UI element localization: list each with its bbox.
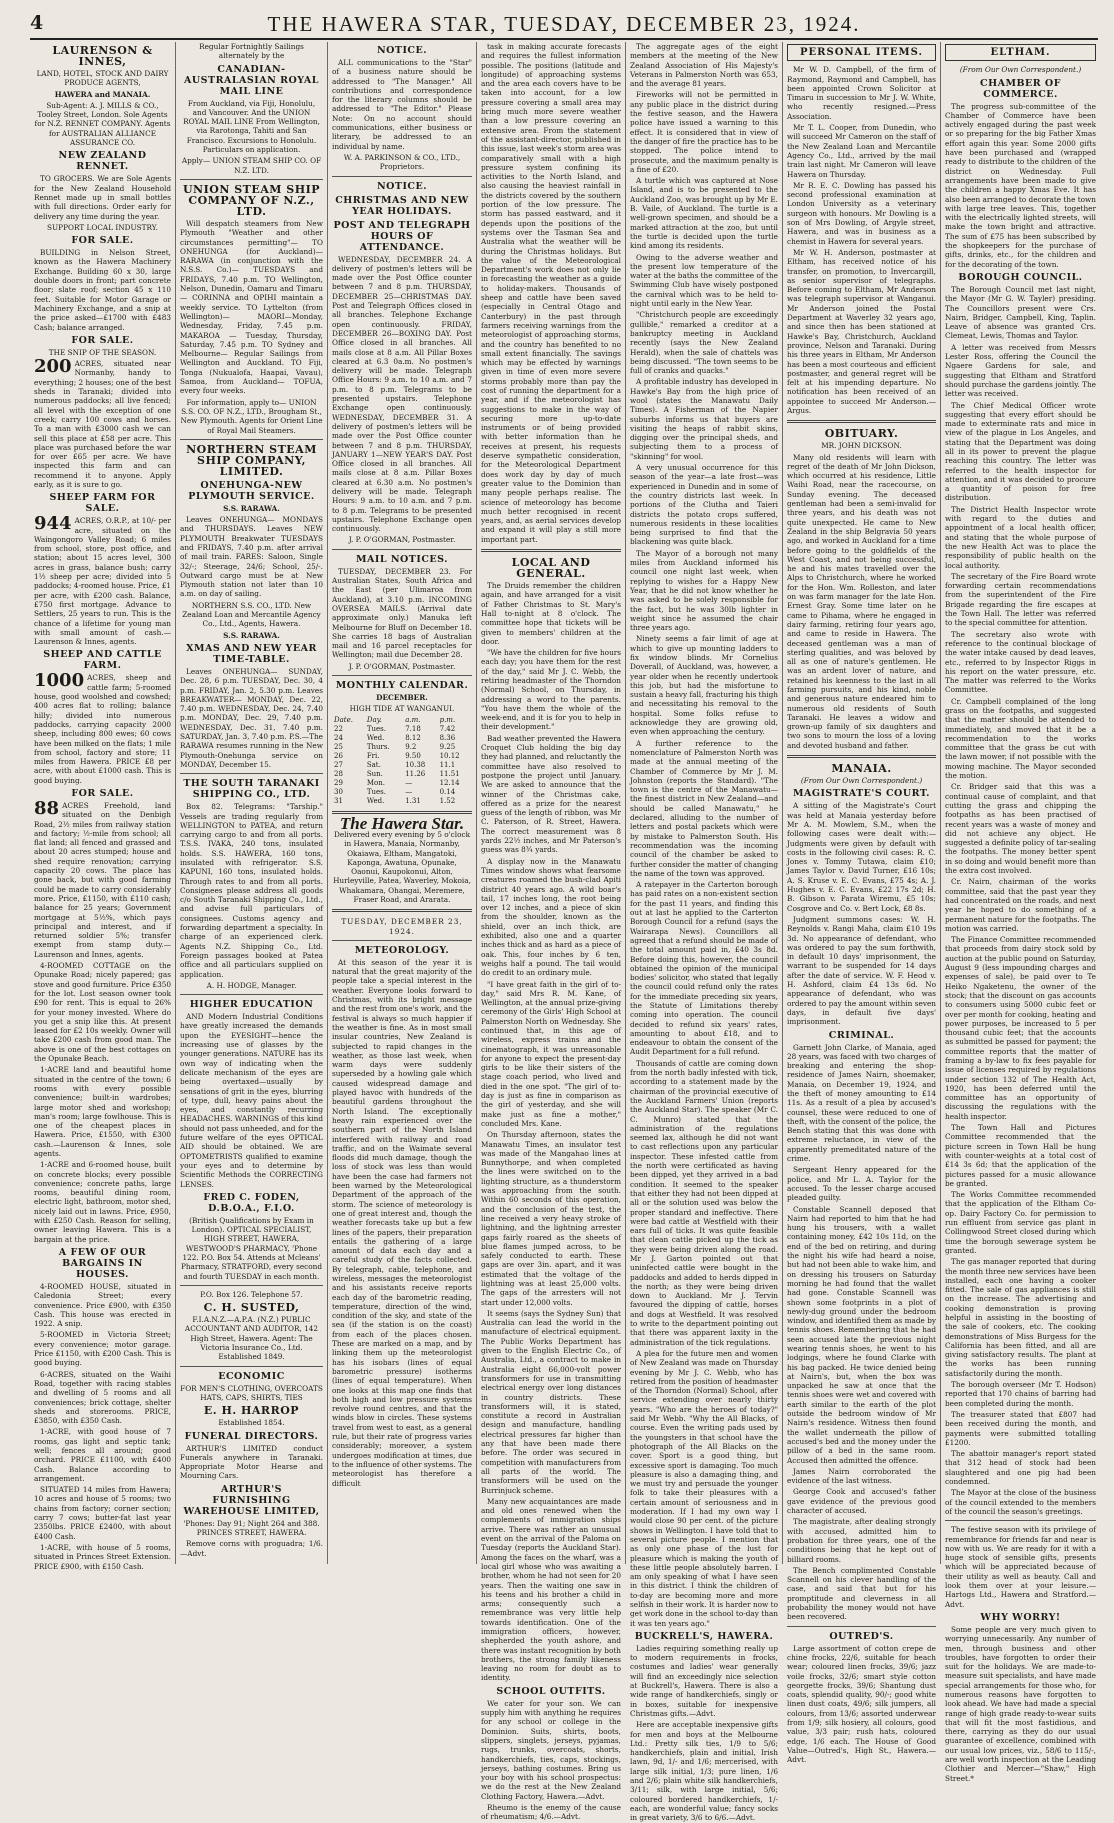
- outreds-heading: OUTRED'S.: [829, 1630, 894, 1642]
- mail-notices-text: TUESDAY, DECEMBER 23. For Australian States, South Africa and the East (per Ulimaroa from Auckland), at 3.10 p.m. INCOMING OVERSEA MAILS. (Arrival date approximate only.) Manuka left Melbourne for Bluff on December 18. She carries 18 bags of Australian mail and 16 parcel receptacles for Wellington; mail due December 28.: [332, 566, 472, 660]
- council-gas: The gas manager reported that during the month three new services have been installed, each one having a cooker fitted. The sale of gas appliances is still on the increase. The advertising and cooking demonstration is proving helpful in assisting in the boosting of the sale of cookers, etc. The cooking demonstrations of Miss Burgess for the California has been fitted, and all are giving satisfactory results. The plant at the works has been running satisfactorily during the month.: [945, 1257, 1096, 1378]
- tide-cell: 30: [334, 787, 343, 796]
- postmaster-signature-1: J. P. O'GORMAN, Postmaster.: [348, 535, 456, 545]
- tide-cell: Fri.: [366, 751, 380, 760]
- personal-cooper: Mr T. L. Cooper, from Dunedin, who will succeed Mr Cameron on the staff of the New Zealand Loan and Mercantile Agency Co., Ltd., arrived by the mail train last night. Mr Cameron will leave Hawera on Thursday.: [787, 123, 936, 179]
- listing-text: ACRES, sheep and cattle farm; 5-roomed house, good woolshed and cowshed; 400 acres flat to rolling; balance hilly; divided into numerous paddocks, carrying capacity 2000 sheep, including 800 ewes; 60 cows have been milked on the flats; 1 mile from school, factory and store; 11 miles from Hawera. PRICE £8 per acre, with about £1000 cash. This is good buying.: [34, 673, 171, 785]
- northern-agents: NORTHERN S.S. CO., LTD. New Zealand Loan and Mercantile Agency Co., Ltd., Agents, Hawera.: [182, 600, 321, 629]
- council-abattoir: The abattoir manager's report stated that 312 head of stock had been slaughtered and one pig had been condemned.: [945, 1449, 1096, 1487]
- criminal-character: George Cook and accused's father gave evidence of the previous good character of accused.: [787, 1487, 936, 1516]
- why-worry-text: Some people are very much given to worrying unnecessarily. Any number of men, through business and other troubles, have forgotten to order their suit for the holidays. We are made-to-measure suit specialists, and have made special arrangements for those who, for numerous reasons have forgotten to look ahead. We have had made a special range of high grade ready-to-wear suits that will fit the most fastidious, and there, carrying as they do our usual guarantee of excellence, combined with our usual low prices, viz., 58/6 to 115/-, are well worth inspection at the Leading Clothier and Mercer—"Shaw," High Street.*: [945, 1624, 1096, 1783]
- union-steam-schedule: Will despatch steamers from New Plymouth "Weather and other circumstances permitting"— TO ONEHUNGA (for Auckland)— RARAWA (in conjunction with the N.S.S. Co.)— TUESDAYS and FRIDAYS, 7.40 p.m. TO Wellington, Nelson, Dunedin, Oamaru and Timaru— CORINNA and OPIHI maintain a weekly service. TO Lyttelton (from Wellington)— MAORI—Monday, Wednesday, Friday, 7.45 p.m. MAKAROA — Tuesday, Thursday, Saturday, 7.45 p.m. TO Sydney and Melbourne— Regular Sailings from Wellington and Auckland. TO Fiji, Tonga (Nukualofa, Haapai, Vavau), Samoa, from Auckland— TOFUA, every four weeks.: [180, 218, 323, 396]
- tide-row: [332, 788, 472, 797]
- listing-1-acre-home: 1-ACRE land and beautiful home situated in the centre of the town; 6 rooms with every possible convenience; built-in wardrobes; large motor shed and workshop; man's room; large fowlhouse. This is one of the cheapest places in Hawera. Price, £1550, with £300 cash.—Laurenson & Innes, sole agents.: [34, 1065, 171, 1158]
- firm-subtitle: LAND, HOTEL, STOCK AND DAIRY PRODUCE AGENTS,: [36, 69, 169, 88]
- criminal-corroboration: James Nairn corroborated the evidence of the last witness.: [787, 1466, 936, 1486]
- criminal-compliment: The Bench complimented Constable Scannell on his clever handling of the case, and said that but for his promptitude and cleverness in all probability the money would not have been recovered.: [787, 1565, 936, 1622]
- bargains-heading: A FEW OF OUR BARGAINS IN HOUSES.: [58, 1246, 147, 1280]
- local-item-druids: The Druids remember the children again, and have arranged for a visit of Father Christmas to St. Mary's Hall to-night at 8 o'clock. The committee hope that tickets will be given to members' children at the door.: [481, 581, 621, 646]
- buckrells-heading: BUCKRELL'S, HAWERA.: [634, 1630, 774, 1642]
- dateline: TUESDAY, DECEMBER 23, 1924.: [341, 917, 463, 936]
- tide-row: [332, 770, 472, 779]
- for-sale-heading-3: FOR SALE.: [71, 788, 134, 799]
- listing-944-acres: [34, 513, 171, 647]
- divider: [332, 549, 472, 550]
- council-bridger: Cr. Bridger said that this was a continual cause of complaint, and that cutting the grass and chipping the footpaths as has been practised of recent years was a waste of money and did not achieve any object. He suggested a definite policy of tar-sealing the footpaths. The money better spent in so doing and would benefit more than the extra cost involved.: [945, 782, 1096, 876]
- divider: [180, 773, 323, 774]
- hodge-signature: A. H. HODGE, Manager.: [206, 980, 297, 990]
- tide-cell: 26: [334, 751, 343, 760]
- divider: [180, 439, 323, 440]
- local-item-lightning: On Thursday afternoon, states the Manawatu Times, an insulator test was made of the Mangahao lines at Bunnythorpe, and when completed the lines were switched on to the lighting structure, as a thunderstorm was approaching from the south. Within 60 seconds of this operation, and the conclusion of the test, the line received a very heavy stroke of lightning, and the lightning arrester gaps fairly roared as the sheets of blue flames jumped across, to be safely conducted to earth. These gaps are over 3in. apart, and it was estimated that the voltage of the lightning was at least 25,000 volts. The gaps of the arresters will not start under 12,000 volts.: [481, 1130, 621, 1307]
- listing-1000-acres: [34, 670, 171, 785]
- economic-heading: ECONOMIC: [218, 1370, 285, 1382]
- rarawa-schedule: Leaves ONEHUNGA— MONDAYS and THURSDAYS. Leaves NEW PLYMOUTH Breakwater TUESDAYS and FRIDAYS, 7.40 p.m. after arrival of mail train. FARES: Saloon, Single 32/-; Steerage, 24/6; School, 25/-. Outward cargo must be at New Plymouth station not later than 10 a.m. on day of sailing.: [180, 515, 323, 599]
- acre-number: 944: [34, 513, 72, 535]
- tide-cell: 9.25: [439, 742, 456, 751]
- column-2-shipping-ads: [175, 42, 327, 1564]
- sheep-cattle-heading: SHEEP AND CATTLE FARM.: [43, 649, 162, 672]
- page-number: 4: [30, 12, 44, 34]
- acre-number: 200: [34, 356, 72, 378]
- mail-line-text: From Auckland, via Fiji, Honolulu, and Vancouver. And the UNION ROYAL MAIL LINE From Wellington, via Rarotonga, Tahiti and San Francisco. Excursions to Honolulu. Particulars on application.: [183, 98, 320, 155]
- local-item-carterton: A ratepayer in the Carterton borough has paid rates on a non-existent section for the past 11 years, and finding this out at last he applied to the Carterton Borough Council for a refund (says the Wairarapa News). Councillors all agreed that a refund should be made of the total amount paid in, £40 3s 8d. Before doing this, however, the council obtained the opinion of the municipal bodies' solicitor, who stated that legally the council could refund only the rates for the immediate preceding six years, the Statute of Limitations thereby coming into operation. The council decided to refund six years' rates, amounting to about £18, and to endeavour to obtain the consent of the Audit Department for a full refund.: [630, 880, 778, 1057]
- local-item-fireworks: Fireworks will not be permitted in any public place in the district during the festive season, and the Hawera police have issued a warning to this effect. It is considered that in view of the danger of fire the practice has to be stopped. The police intend to prosecute, and the maximum penalty is a fine of £20.: [630, 90, 778, 174]
- council-rats: The Chief Medical Officer wrote suggesting that every effort should be made to exterminate rats and mice in view of the plague in Los Angeles, and stating that the Department was doing all in its power to prevent the plague reaching this country. The letter was referred to the health inspector for attention, and it was decided to procure a quantity of poison for free distribution.: [945, 400, 1096, 503]
- local-item-webb-plea: A plea for the future men and women of New Zealand was made on Thursday evening by Mr J. C. Webb, who has retired from the position of headmaster of the Thorndon (Normal) School, after service extending over nearly thirty years. "Who are the heroes of today?" said Mr Webb. "Why the All Blacks, of course. Even the writing pads used by the youngsters in that school have the photograph of the All Blacks on the cover. Sport is a good thing, but excessive sport is damaging. Too much pleasure is also a damaging thing, and we must try and persuade the younger folk to take their pleasures with a certain amount of seriousness and in moderation. If I had my own way I would close 90 per cent. of the picture shows in Wellington. I have told that to several picture people. I mention that as only one phase of the lust for pleasure which is making the youth of these little people absolutely barren. I am only speaking of what I have seen in this district. I think the children of to-day are becoming more and more selfish in their work. It is harder now to get work done in the school to-day than it was ten years ago.": [630, 1348, 778, 1628]
- council-meeting: The Borough Council met last night, the Mayor (Mr G. W. Tayler) presiding. The Councillors present were Crs. Nairn, Bridger, Campbell, King, Taplin. Leave of absence was granted Crs. Clemeat, Lewis, Thomas and Taylor.: [945, 284, 1096, 341]
- criminal-sentence: The magistrate, after dealing strongly with accused, admitted him to probation for three years, one of the conditions being that he kept out of billiard rooms.: [787, 1517, 936, 1564]
- listing-88-acres: [34, 798, 171, 959]
- divider: [481, 549, 621, 552]
- local-item-swimming: Owing to the adverse weather and the present low temperature of the water at the baths the committee of the Swimming Club have wisely postponed the carnival which was to be held to-night until early in the New Year.: [630, 252, 778, 309]
- tide-cell: Sun.: [366, 769, 383, 778]
- column-7-eltham: [940, 42, 1100, 1783]
- listing-1-acre-house: 1-ACRE and 6-roomed house, built on concrete blocks; every possible convenience; concrete paths, large rooms, beautiful dining room, electric light, bathroom, motor shed, nicely laid out in lawns. Price, £950, with £250 Cash. Reason for selling, owner leaving Hawera. This is a bargain at the price.: [34, 1160, 171, 1244]
- tide-cell: 29: [334, 778, 343, 787]
- meteorology-continued: task in making accurate forecasts and requires the fullest information possible. The positions (latitude and longitude) of approaching systems and the area each covers have to be taken into account, for a low pressure covering a small area may bring much more severe weather than a low pressure covering an extensive area. From the statement of the assistant-director, published in this issue, last week's storm area was comparatively small with a high pressure system confining its activities to the North Island, and also causing the heaviest rainfall in the districts covered by the southern portion of the low pressure. The storm has passed eastward, and it depends upon the positions of the systems over the Tasman Sea and Australia what the weather will be during the Christmas holidays. But the value of the Meteorological Department's work does not only lie in forecasting the weather as a guide to holiday-makers. Thousands of sheep and cattle have been saved (especially in Central Otago and Canterbury) in the past through farmers receiving warnings from the meteorologist of approaching storms, and the country has benefited to no small extent financially. The savings which may be effected by warnings given in time of even more severe storms probably more than pay the cost of running the department for a year, and if the meteorologist has suggestions to make in the way of securing more up-to-date instruments or of being provided with better information than he receives at present, his requests deserve sympathetic consideration, for the Meteorological Department does work day by day of much greater value to the Dominion than many people perhaps realise. The science of meteorology has become much better recognised in recent years, and, as aerial services develop and expand it will play a still more important part.: [481, 42, 621, 544]
- parkinson-signature: W. A. PARKINSON & CO., LTD., Proprietors.: [343, 152, 461, 172]
- higher-education-heading: HIGHER EDUCATION: [189, 999, 314, 1011]
- tide-row: [332, 752, 472, 761]
- tide-cell: Mon.: [366, 778, 385, 787]
- local-item-christchurch: "Christchurch people are exceedingly gullible," remarked a creditor at a bankruptcy meeting in Auckland recently (says the New Zealand Herald), when the sale of chattels was being discussed. "The town seems to be full of cranks and quacks.": [630, 310, 778, 376]
- outreds-text: Large assortment of cotton crepe de chine frocks, 22/6, suitable for beach wear; coloured linen frocks, 39/6; jazz voile frocks, 32/6; smart style cotton georgette frocks, 39/6; Shantung dust coats, splendid quality, 90/-; good white linen dust coats, 49/6; silk jumpers, all colours, from 13/6; assorted underwear from 1/9; silk hosiery, all colours, good value, 3/3 pair; rush hats, coloured edge, 1/6 each. The House of Good Value—Outred's, High St., Hawera.—Advt.: [787, 1643, 936, 1765]
- tide-row: [332, 725, 472, 734]
- school-outfits-text: We cater for your son. We can supply him with anything he requires for any school or college in the Dominion. Suits, shirts, boots, slippers, singlets, jerseys, pyjamas, rugs, trunks, overcoats, shorts, handkerchiefs, ties, caps, stockings, jerseys, bathing costumes. Bring us your boy with his school prospectus: we do the rest at the New Zealand Clothing Factory, Hawera.—Advt.: [481, 1698, 621, 1801]
- meteorology-text: At this season of the year it is natural that the great majority of the people take a special interest in the weather. Everyone looks forward to Christmas, with its bright message and the rest from one's work, and the festival is always so much happier if the weather is fine. As in most small insular countries, New Zealand is subjected to rapid changes in the weather, as those last week, when warm days were suddenly superseded by a howling gale which caused widespread damage and played havoc with hundreds of the beautiful gardens throughout the North Island. The exceptionally heavy rain experienced over the southern part of the North Island interfered with railway and road traffic, and on the Waimate several floods did much damage, though the loss of stock was less than would have been the case had farmers not been warned by the Meteorological Department of the approach of the storm. The science of meteorology is one of great interest and, though the weather forecasts take up but a few lines of the papers, their preparation entails the gathering of a large amount of data each day and a careful study of the facts collected. By telegraph, cable, telephone, and wireless, messages the meteorologist and his assistants receive reports each day of the barometric reading, temperature, direction of the wind, condition of the sky, and state of the sea (if the station is on the coast) from each of the places chosen. These are marked on a map, and by linking them up the meteorologist has his isobars (lines of equal barometric pressure) isotherms (lines of equal temperature). When one looks at this map one finds that both high and low pressure systems revolve round centres, and that the winds blow in circles. These systems travel from west to east, as a general rule, but their rate of progress varies considerably; moreover, a system undergoes modification at times, due to the influence of other systems. The meteorologist has therefore a difficult: [332, 957, 472, 1488]
- post-hours-text: WEDNESDAY, DECEMBER 24. A delivery of postmen's letters will be made over the Post Office counter between 7 and 8 p.m. THURSDAY, DECEMBER 25—CHRISTMAS DAY. Post and Telegraph Offices closed in all branches. Telephone Exchange open continuously. FRIDAY, DECEMBER 26—BOXING DAY. Post Office closed in all branches. All mails close at 8 a.m. All Pillar Boxes cleared at 6.3 0a.m. No postmen's delivery will be made. Telegraph Office Hours: 9 a.m. to 10 a.m. and 7 p.m. to 8 p.m. Telegrams to be presented upstairs. Telephone Exchange open continuously. WEDNESDAY, DECEMBER 31. A delivery of postmen's letters will be made over the Post Office counter between 7 and 8 p.m. THURSDAY, JANUARY 1—NEW YEAR'S DAY. Post Office closed in all branches. All mails close at 8 a.m. Pillar Boxes cleared at 6.30 a.m. No postmen's delivery will be made. Telegraph Hours: 9 a.m. to 10 a.m. and 7 p.m. to 8 p.m. Telegrams to be presented upstairs. Telephone Exchange open continuously.: [332, 254, 472, 534]
- pobox-telephone: P.O. Box 126. Telephone 57.: [200, 1289, 303, 1299]
- personal-anderson: Mr W. H. Anderson, postmaster at Eltham, has received notice of his transfer, on promotion, to Invercargill, as senior supervisor of telegraphs. Before coming to Eltham, Mr Anderson was telegraph supervisor at Wanganui. Mr Anderson joined the Postal Department at Waverley 32 years ago, and since then has been stationed at Hawke's Bay, Christchurch, Auckland province, Nelson and Taranaki. During his three years in Eltham, Mr Anderson has been a most courteous and efficient postmaster, and general regret will be felt at his impending departure. No notification has been received of an appointee to succeed Mr Anderson.—Argus.: [787, 247, 936, 415]
- tide-header-row: [332, 716, 472, 725]
- holidays-heading: CHRISTMAS AND NEW YEAR HOLIDAYS.: [335, 194, 469, 217]
- tide-cell: 1.52: [439, 796, 456, 805]
- canadian-line-heading: CANADIAN-AUSTRALASIAN ROYAL MAIL LINE: [184, 63, 319, 97]
- arthurs-details: 'Phones: Day 91; Night 264 and 388. PRINCES STREET, HAWERA.: [183, 1518, 320, 1538]
- local-item-mayor: The Mayor of a borough not many miles from Auckland informed his council one night last week, when replying to wishes for a Happy New Year, that he did not know whether he was asked to be solely responsible for the fact, but he was 30lb lighter in weight since he assumed the chair three years ago.: [630, 548, 778, 633]
- rennet-text: TO GROCERS. We are Sole Agents for the New Zealand Household Rennet made up in small bottles with full directions. Order early for delivery any time during the year.: [34, 174, 171, 221]
- sailings-text: Regular Fortnightly Sailings alternately by the: [199, 42, 304, 61]
- tide-cell: Tues.: [366, 724, 386, 733]
- notice-heading-2: NOTICE.: [376, 180, 428, 192]
- tide-cell: 27: [334, 760, 343, 769]
- local-item-immigrants: Many new acquaintances are made and old ones renewed when the complements of immigration ships arrive. There was rather an unusual event on the arrival of the Paloma on Tuesday (reports the Auckland Star). Among the faces on the wharf, was a local girl whose who was awaiting a brother, whom he had not seen for 20 years. Then the waiting one saw in his teens and his brother a child in arms; consequently such a remembrance was very little help towards identification. One of the immigration officers, however, shepherded the youth ashore, and there was instant recognition by both brothers, the strong family likeness leaving no room for doubt as to identity.: [481, 1496, 621, 1683]
- chamber-heading: CHAMBER OF COMMERCE.: [980, 77, 1061, 100]
- council-treasurer: The treasurer stated that £807 had been received during the month, and payments were submitted totalling £1200.: [945, 1409, 1096, 1447]
- for-sale-heading-2: FOR SALE.: [71, 334, 134, 346]
- tide-cell: 10.12: [439, 751, 460, 760]
- tide-cell: 7.42: [439, 724, 456, 733]
- meteorology-heading: METEOROLOGY.: [354, 944, 450, 956]
- school-outfits-heading: SCHOOL OUTFITS.: [496, 1685, 606, 1697]
- listing-200-acres: [34, 356, 171, 489]
- divider: [180, 1285, 323, 1286]
- local-item-webb: "We have the children for five hours each day; you have them for the rest of the day," said Mr J. C. Webb, the retiring headmaster of the Thorndon (Normal) School, on Thursday, in addressing a word to the parents. "You have them the whole of the week-end, and it is for you to help in their development.": [481, 648, 621, 732]
- tide-cell: 10.38: [405, 760, 426, 769]
- south-taranaki-heading: THE SOUTH TARANAKI SHIPPING CO., LTD.: [183, 778, 320, 801]
- divider: [332, 176, 472, 177]
- masthead: [30, 12, 1098, 40]
- apply-text: Apply— UNION STEAM SHIP CO. OF N.Z. LTD.: [181, 156, 322, 175]
- listing-princes-street: 1-ACRE, with house of 5 rooms, situated in Princes Street Extension. PRICE £900, with £150 Cash.: [34, 1542, 171, 1571]
- tide-cell: 25: [334, 742, 343, 751]
- tide-heading: HIGH TIDE AT WANGANUI.: [349, 704, 455, 714]
- south-taranaki-text: Box 82. Telegrams: "Tarship." Vessels are trading regularly from WELLINGTON to PATEA, and return carrying cargo to and from all ports. T.S.S. IVAKA, 240 tons, insulated holds. S.S. HAWERA, 160 tons, insulated with refrigerator. S.S. KAPUNI, 160 tons, insulated holds. Through rates to and from all ports. Consignees please address all goods c/o South Taranaki Shipping Co., Ltd., and advise full particulars of consignees. Customs agency and forwarding department a specialty. In charge of an experienced clerk. Agents N.Z. Shipping Co., Ltd. Foreign passages booked at Patea office and all particulars supplied on application.: [180, 802, 323, 979]
- tide-cell: 11.1: [439, 760, 456, 769]
- tide-row: [332, 779, 472, 788]
- local-item-veterans: The aggregate ages of the eight members at the meeting of the New Zealand Association of His Majesty's Veterans in Palmerston North was 653, and the average 81 years.: [630, 42, 778, 89]
- tide-cell: 9.2: [405, 742, 417, 751]
- tide-row: [332, 797, 472, 806]
- firm-agency-text: Sub-Agent: A. J. MILLS & CO., Tooley Street, London. Sole Agents for N.Z. RENNET COMPANY. Agents for AUSTRALIAN ALLIANCE ASSURANCE CO.: [34, 100, 171, 148]
- column-5-local-general-cont: [625, 42, 782, 1823]
- council-health-inspector: The District Health Inspector wrote with regard to the duties and appointment of a local health officer, and stating that the whole purpose of the new Health Act was to place the responsibility of public health on the local authority.: [945, 504, 1096, 570]
- calendar-month: DECEMBER.: [376, 693, 428, 703]
- divider: [787, 420, 936, 423]
- divider: [787, 755, 936, 758]
- divider: [180, 179, 323, 180]
- tide-cell: 9.50: [405, 751, 421, 760]
- union-steam-heading: UNION STEAM SHIP COMPANY OF N.Z., LTD.: [182, 182, 321, 218]
- obituary-heading: OBITUARY.: [824, 427, 899, 441]
- council-works: The Works Committee recommended that the application of the Eltham Co-op. Dairy Factory Co. for permission to run effluent from service gas plant in Collingwood Street closed during which time the borough sewerage system be granted.: [945, 1190, 1096, 1255]
- notice-text-1: ALL communications to the "Star" of a business nature should be addressed to "The Manager." All contributions and correspondence for the literary columns should be addressed to "The Editor." Please Note: On no account should communications, either business or literary, be addressed to an individual by name.: [332, 58, 472, 151]
- tide-row: [332, 761, 472, 770]
- local-item-frost: A very unusual occurrence for this season of the year—a late frost—was experienced in Dunedin and in some of the country districts last week. In portions of the Clutha and Taieri districts the potato crops suffered, numerous residents in these localities being surprised to find that the blackening was quite black.: [630, 463, 778, 547]
- harrop-established: Established 1854.: [218, 1418, 285, 1428]
- eltham-heading: ELTHAM.: [945, 44, 1096, 61]
- ship-rarawa-2: S.S. RARAWA.: [223, 630, 280, 640]
- tide-cell: Thurs.: [366, 742, 390, 751]
- tide-table: [332, 716, 472, 806]
- tide-cell: 22: [334, 724, 343, 733]
- funeral-text: ARTHUR'S LIMITED conduct Funerals anywhere in Taranaki. Appropriate Motor Hearse and Mourning Cars.: [180, 1443, 323, 1481]
- sustead-name: C. H. SUSTED,: [203, 1301, 300, 1315]
- local-item-tick: Thousands of cattle are coming down from the north badly infested with tick, according to a statement made by the chairman of the provincial executive of the Auckland Farmers' Union (reports the Auckland Star). The speaker (Mr C. C. Munro) stated that the administration of the regulations seemed lax, although he did not want to cast reflections upon any particular inspector. These infested cattle from the north were certificated as having been dipped, yet they arrived in a bad condition. It seemed to the speaker that either they had not been dipped at all or the solution used was below the proper standard and ineffective. There were bad cattle at Westfield with their ears full of ticks. It was quite feasible that clean cattle picked up the tick as they were being driven along the road. Mr J. Garton pointed out that uninfected cattle were bought in the paddocks and added to herds dipped in the north; as they were being driven down to Auckland. Mr J. Tervin favoured the dipping of cattle, horses and dogs at Westfield. It was resolved to write to the department pointing out that there was apparent laxity in the administration of the tick regulations.: [630, 1058, 778, 1347]
- local-item-transformers: It seems (says the Sydney Sun) that Australia can lead the world in the manufacture of electrical equipment. The Public Works Department has given to the English Electric Co., of Australia, Ltd., a contract to make in Australia eight 66,000-volt power transformers for use in transmitting electrical energy over long distances in country districts. These transformers will, it is stated, constitute a record in Australian design and manufacture, handling electrical pressures far higher than any that have been made there before. The order was secured in competition with manufacturers from all parts of the world. The transformers will be used on the Burrinjuck scheme.: [481, 1308, 621, 1495]
- council-fire-board: The secretary of the Fire Board wrote forwarding certain recommendations from the superintendent of the Fire Brigade regarding the fire escapes at the Town Hall. The letter was referred to the special committee for attention.: [945, 571, 1096, 628]
- tide-col-header: Date.: [334, 715, 353, 724]
- local-item-boar: A display now in the Manawatu Times window shows what fearsome creatures roamed the bush-clad Apiti district 40 years ago. A wild boar's tail, 17 inches long, the root being over 12 inches, and a piece of skin from the shoulder, known as the shield, over an inch thick, are exhibited, also one and a quarter inches thick and as hard as a piece of oak. This, four inches by 6 ten, weighs half a pound. The tail would do credit to an ordinary mule.: [481, 856, 621, 978]
- local-item-turtle: A turtle which was captured at Nose Island, and is to be presented to the Auckland Zoo, was brought up by Mr E. B. Vaile, of Auckland. The turtle is a well-grown specimen, and should be a marked attraction at the zoo, but until the turtle is decided upon the turtle kind among its residents.: [630, 176, 778, 251]
- listing-7-rooms: 1-ACRE, with good house of 7 rooms, gas light and septic tank; well; fences all around; good orchard. PRICE £1100, with £400 Cash. Balance according to arrangement.: [34, 1427, 171, 1483]
- divider: [332, 940, 472, 941]
- council-nairn: Cr. Nairn, chairman of the works committee, said that the past year they had concentrated on the roads, and next year he hoped to do something of a permanent nature for the footpaths. The motion was carried.: [945, 877, 1096, 933]
- tide-col-header: a.m.: [405, 715, 421, 724]
- manaia-correspondent: (From Our Own Correspondent.): [800, 776, 923, 786]
- criminal-evidence: Constable Scannell deposed that Nairn had reported to him that he had hung his trousers, with a wallet containing money, £42 10s 11d, on the end of the bed on retiring, and during the night his wife had heard a noise, but had not been able to wake him, and on dressing his trousers on Saturday morning he had found that the wallet had gone. Constable Scannell was shown some footprints in a plot of newly-dug ground under the bedroom window, and identified them as made by tennis shoes. Remembering that he had seen accused late the previous night wearing tennis shoes, he went to his lodgings, where he found Clarke with his bag packed. He twice denied being at Nairn's, but, when the box was unpacked he saw at once that the tennis shoes were wet and covered with earth similar to the earth of the plot outside the bedroom window of Mr Nairn's residence. Witness then found the wallet underneath the pillow of accused's bed and the money under the pillow of a bed in the same room. Accused then admitted the offence.: [787, 1204, 936, 1465]
- personal-dowling: Mr R. E. C. Dowling has passed his second professional examination at London University as a veterinary surgeon with honours. Mr Dowling is a son of Mrs Dowling, of Argyle street, Hawera, and was in business as a chemist in Hawera for several years.: [787, 180, 936, 246]
- obituary-subject: MR. JOHN DICKSON.: [821, 441, 902, 451]
- tide-cell: 1.31: [405, 796, 421, 805]
- listing-caledonia: 4-ROOMED HOUSE, situated in Caledonia Street; every convenience. Price £900, with £350 Cash. This house was erected in 1922. A snip.: [34, 1281, 171, 1329]
- support-local-heading: SUPPORT LOCAL INDUSTRY.: [47, 222, 158, 232]
- northern-steam-heading: NORTHERN STEAM SHIP COMPANY, LIMITED.: [186, 442, 317, 478]
- council-town-hall: The Town Hall and Pictures Committee recommended that the picture screen in Town Hall be hung with counter-weights at a total cost of £14 3s 6d; that the application of the pictures passed for a music allowance be granted.: [945, 1123, 1096, 1188]
- tide-row: [332, 743, 472, 752]
- firm-place: HAWERA and MANAIA.: [54, 89, 151, 99]
- post-telegraph-heading: POST AND TELEGRAPH HOURS OF ATTENDANCE.: [333, 219, 471, 253]
- arthurs-name: ARTHUR'S FURNISHING WAREHOUSE LIMITED,: [183, 1483, 320, 1517]
- corns-advert: Remove corns with proguadra; 1/6.—Advt.: [180, 1539, 323, 1558]
- tide-cell: 12.14: [439, 778, 460, 787]
- listing-building: BUILDING in Nelson Street, known as the Hawera Machinery Exchange. Building 60 x 30, large double doors in front; part concrete floor; slate roof; section 45 x 110 feet. Suitable for Motor Garage or Machinery Exchange, and a snip at the price asked—£1700 with £483 Cash; balance arranged.: [34, 248, 171, 332]
- rheumo-advert: Rheumo is the enemy of the cause of rheumatism; 4/6.—Advt.: [481, 1803, 621, 1822]
- calendar-heading: MONTHLY CALENDAR.: [335, 680, 469, 692]
- listing-cottage: 4-ROOMED COTTAGE on the Opunake Road; nicely papered; gas stove and good furniture. Price £350 for the lot. Lost season owner took £90 for rent. This is equal to 26% for your money invested. Where do you get a snip like this. At present leased for £2 10s weekly. Owner will take £200 cash from good man. The above is one of the best cottages on the Opunake Beach.: [34, 961, 171, 1064]
- tide-cell: 31: [334, 796, 343, 805]
- column-6-personal-manaia: [782, 42, 940, 1765]
- melbourne-advert: Here are acceptable inexpensive gifts for men and boys at the Melbourne Ltd.: Pretty silk ties, 1/9 to 5/6; handkerchiefs, plain and initial, Irish lawn, 9d, 1/- and 1/6; mercerised, with large silk initial, 1/3; pure linen, 1/6 and 2/6; plain white silk handkerchiefs, 3/11; silk, with large initial, 5/6; coloured bordered handkerchiefs, 1/- each, are wonderful value; fancy socks in great variety, 3/6 to 6/6.—Advt.: [630, 1720, 778, 1823]
- optometrist-text: AND Modern Industrial Conditions have greatly increased the demands upon the EYESIGHT—hence the increasing use of glasses by the younger generations. NATURE has its own way of indicating when the delicate mechanism of the eyes are being overtaxed—usually by sensations of grit in the eyes, blurring of type, dull, heavy pains about the eyes, and constantly recurring HEADACHES. WARNINGS of this kind should not pass unheeded, and for the future welfare of the eyes OPTICAL AID should be obtained. We are OPTOMETRISTS qualified to examine your eyes and to determine by Scientific Methods the CORRECTING LENSES.: [180, 1012, 323, 1189]
- obituary-text: Many old residents will learn with regret of the death of Mr John Dickson, which occurred at his residence, Little Waihi Road, near the racecourse, on Sunday evening. The deceased gentleman had been a semi-invalid for three years, and his death was not quite unexpected. He came to New Zealand in the ship Belgravia 50 years ago, and worked in Auckland for a time before going to the goldfields of the West Coast, and not being successful, he and his mates travelled over the Alps to Christchurch, where he worked for the Hon. Wm. Rolleston, and later on was farm manager for the late Hon. Ernest Gray. Some time later on he came to Pihama, where he engaged in dairy farming, retiring four years ago, and came to reside in Hawera. The deceased gentleman was a man of sterling qualities, and was beloved by all as one of nature's gentlemen. He was an ardent lover of nature, and retained his keenness to the last in all farming pursuits, and his kind, noble and generous nature endeared him to numerous old residents of South Taranaki. He leaves a widow and grown-up family of six daughters and two sons to mourn the loss of a loving and devoted husband and father.: [787, 452, 936, 750]
- local-general-heading: LOCAL AND GENERAL.: [511, 556, 591, 581]
- hartogs-advert: The festive season with its privilege of remembrance for friends far and near is now with us. We are ready for it with a huge stock of sensible gifts, presents which will be appreciated because of their utility as well as beauty. Call and look them over at your leisure.—Hartogs Ltd., Hawera and Stratford.—Advt.: [945, 1525, 1096, 1609]
- foden-name: FRED C. FODEN, D.B.O.A., F.I.O.: [203, 1191, 300, 1214]
- listing-victoria: 5-ROOMED in Victoria Street; every convenience; motor garage. Price £1150, with £200 Cash. This is good buying.: [34, 1330, 171, 1368]
- tide-cell: 11.51: [439, 769, 460, 778]
- council-grass: Cr. Campbell complained of the long grass on the footpaths, and suggested that the matter should be attended to immediately, and moved that it be a recommendation to the works committee that the grass be cut with the lawn mower, if not possible with the mowing machine. The Mayor seconded the motion.: [945, 696, 1096, 781]
- column-3-notices: [327, 42, 476, 1564]
- economic-text: FOR MEN'S CLOTHING, OVERCOATS HATS, CAPS, SHIRTS, TIES: [180, 1383, 323, 1402]
- delivery-text: Delivered every evening by 5 o'clock in Hawera, Manaia, Normanby, Okaiawa, Eltham, Mangatoki, Kaponga, Awatuna, Opunake, Oaonui, Kaupokonui, Alton, Hurleyville, Patea, Waverley, Mokoia, Whakamara, Ohangai, Meremere, Fraser Road, and Ararata.: [333, 829, 471, 904]
- magistrates-court-heading: MAGISTRATE'S COURT.: [792, 788, 930, 800]
- council-gardens: A letter was received from Messrs Lester Ross, offering the Council the Ngaere Gardens for sale, and suggesting that Eltham and Stratford should purchase the gardens jointly. The letter was received.: [945, 342, 1096, 399]
- council-greetings: The Mayor at the close of the business of the council extended to the members of the council the season's greetings.: [945, 1488, 1096, 1516]
- personal-items-heading: PERSONAL ITEMS.: [787, 44, 936, 61]
- masthead-title: THE HAWERA STAR, TUESDAY, DECEMBER 23, 1924.: [267, 12, 861, 36]
- union-steam-info: For information, apply to— UNION S.S. CO. OF N.Z., LTD., Brougham St., New Plymouth. Agents for Orient Line of Royal Mail Steamers.: [180, 397, 323, 435]
- criminal-heading: CRIMINAL.: [828, 1029, 895, 1041]
- tide-cell: Wed.: [366, 733, 385, 742]
- listing-text: ACRES, O.R.P., at 10/- per acre, situated on the Waingongoro Valley Road; 6 miles from school, store, post office, and station; about 15 acres level, 300 acres in grass, balance bush; carry 1½ sheep per acre; divided into 5 paddocks; 4-roomed house. Price, £1 per acre, with £200 cash. Balance, £750 first mortgage. Advance to Settlers, 25 years to run. This is the chance of a lifetime for young man with small amount of cash.—Laurenson & Innes, agents.: [34, 516, 171, 647]
- divider: [180, 994, 323, 995]
- sustead-details: F.I.A.N.Z.—A.P.A. (N.Z.) PUBLIC ACCOUNTANT AND AUDITOR, 142 High Street, Hawera. Agent: The Victoria Insurance Co., Ltd. Established 1849.: [184, 1315, 319, 1362]
- why-worry-heading: WHY WORRY!: [980, 1611, 1061, 1623]
- listing-text: ACRES, situated near Normanby, handy to everything; 2 houses; one of the best sheds in Taranaki; divided into numerous paddocks; all live fenced; all level with the exception of one creek; carry 100 cows and horses. To a man with £3000 cash we can sell this place at £58 per acre. This place was purchased before the war for over £65 per acre. We have inspected this farm and can recommend it to anyone. Apply early, as it is sure to go.: [34, 359, 171, 489]
- ship-rarawa-1: S.S. RARAWA.: [223, 503, 280, 513]
- tide-cell: —: [405, 778, 413, 787]
- local-item-palmerston: A further reference to the nomenclature of Palmerston North was made at the annual meeting of the Chamber of Commerce by Mr J. M. Johnston (reports the Standard). "The town is the centre of the Manawatu—the finest district in New Zealand—and should be called Manawatu," he declared, alluding to the number of letters and postal packets which were by mistake to Palmerston South. His recommendation was the incoming council of the chamber be asked to further consider the matter of changing the name of the town was approved.: [630, 738, 778, 878]
- personal-campbell: Mr W. D. Campbell, of the firm of Raymond, Raymond and Campbell, has been appointed Crown Solicitor at Timaru in succession to Mr J. W. White, who recently resigned.—Press Association.: [787, 65, 936, 121]
- tide-cell: 24: [334, 733, 343, 742]
- postmaster-signature-2: J. P. O'GORMAN, Postmaster.: [348, 661, 456, 671]
- manaia-heading: MANAIA.: [831, 762, 892, 776]
- tide-cell: 11.26: [405, 769, 426, 778]
- foden-details: (British Qualifications by Exam in London). OPTICAL SPECIALIST, HIGH STREET, HAWERA, WESTWOOD'S PHARMACY, 'Phone 122. P.O. Box 54. Attends at Mcleans' Pharmacy, STRATFORD, every second and fourth TUESDAY in each month.: [180, 1215, 323, 1281]
- xmas-timetable-heading: XMAS AND NEW YEAR TIME-TABLE.: [186, 642, 317, 665]
- tide-cell: 8.12: [405, 733, 421, 742]
- tide-row: [332, 734, 472, 743]
- paper-title: The Hawera Star.: [339, 813, 465, 833]
- tide-cell: Tues.: [366, 787, 386, 796]
- court-judgments: A sitting of the Magistrate's Court was held at Manaia yesterday before Mr A. M. Mowlem, S.M., when the following cases were dealt with:— Judgments were given by default with costs in the following civil cases: R. C. Jones v. Tommy Tutawa, claim £10; James Taylor v. David Turner, £16 10s; A. S. Kruse v. E. C. Evans, £75 4s; A. J. Hughes v. E. C. Evans, £22 17s 2d; H. B. Gibson v. Parata Wiremu, £5 10s; Cosgrove and Co. v. Bert Lock, £8 8s.: [787, 801, 936, 913]
- local-item-ladders: Ninety seems a fair limit of age at which to give up mounting ladders to fix window blinds. Mr Cornelius Doverall, of Auckland, was, however, a year older when he recently undertook this job, but had the misfortune to sustain a heavy fall, fracturing his thigh and necessitating his removal to the hospital. Some folks refuse to acknowledge they are growing old, even when approaching the century.: [630, 634, 778, 737]
- for-sale-heading-1: FOR SALE.: [71, 235, 134, 247]
- tide-rows: [332, 725, 472, 806]
- tide-cell: 0.14: [439, 787, 456, 796]
- tide-cell: Sat.: [366, 760, 381, 769]
- onehunga-service-heading: ONEHUNGA-NEW PLYMOUTH SERVICE.: [188, 479, 315, 502]
- listing-waihi-road: 6-ACRES, situated on the Waihi Road, together with racing stables and dwelling of 5 rooms and all conveniences; brick cottage, shelter sheds and storerooms. PRICE, £3850, with £350 Cash.: [34, 1369, 171, 1426]
- column-4-local-general: [476, 42, 625, 1822]
- firm-name: LAURENSON & INNES,: [52, 44, 153, 68]
- divider: [180, 1366, 323, 1367]
- column-1-real-estate: [30, 42, 175, 1571]
- divider: [332, 675, 472, 676]
- snip-heading: THE SNIP OF THE SEASON.: [48, 347, 157, 357]
- local-item-wool: A profitable industry has developed in Hawke's Bay from the high price of wool (states the Manawatu Daily Times). A Fisherman of the Napier suburbs informs us that buyers are visiting the heaps of rabbit skins, digging over the principal sheds, and subjecting them to a process of "skinning" for wool.: [630, 377, 778, 461]
- tide-cell: 28: [334, 769, 343, 778]
- sheep-farm-heading: SHEEP FARM FOR SALE.: [49, 492, 156, 515]
- mail-notices-heading: MAIL NOTICES.: [356, 553, 448, 565]
- council-overseer: The borough overseer (Mr T. Hodson) reported that 170 chains of barring had been completed during the month.: [945, 1380, 1096, 1408]
- listing-14-miles: SITUATED 14 miles from Hawera; 10 acres and house of 5 rooms; two chains from factory; corner section; carry 7 cows; butter-fat last year 2350lbs. PRICE £2400, with about £400 Cash.: [34, 1485, 171, 1541]
- council-finance: The Finance Committee recommended that proceeds from dairy stock sold by auction at the public pound on Saturday, August 9 (less impounding charges and expenses of sale), be paid over to Te Heiko Ngaketenu, the owner of the stock; that the discount on gas accounts to consumers using 5000 cubic feet or over per month for cooking, heating and power purposes, be increased to 5 per thousand cubic feet; that the accounts as submitted be passed for payment; the committee reports that the matter of framing a by-law to fix fees payable for issue of licenses required by regulations under section 132 of The Health Act, 1920, has been deferred until the committee has an opportunity of discussing the regulations with the health inspector.: [945, 935, 1096, 1121]
- eltham-correspondent: (From Our Own Correspondent.): [959, 65, 1082, 75]
- buckrells-text: Ladies requiring something really up to modern requirements in frocks, costumes and ladies' wear generally will find an exceedingly nice selection at Buckrell's, Hawera. There is also a wide range of handkerchiefs, singly or in boxes, suitable for inexpensive Christmas gifts.—Advt.: [630, 1643, 778, 1718]
- tide-col-header: p.m.: [439, 715, 456, 724]
- divider: [787, 1626, 936, 1627]
- acre-number: 88: [34, 798, 60, 819]
- tide-cell: 8.36: [439, 733, 456, 742]
- divider: [945, 1520, 1096, 1521]
- harrop-name: E. H. HARROP: [203, 1404, 300, 1418]
- notice-heading-1: NOTICE.: [376, 45, 428, 56]
- divider: [332, 909, 472, 912]
- chamber-text: The progress sub-committee of the Chamber of Commerce have been actively engaged during the past week or so preparing for the big Father Xmas effort again this year. Some 2000 gifts have been purchased and (wrapped ready to distribute to the children of the district on Wednesday. Full arrangements have been made to give the children a happy Xmas Eve. It has also been arranged to decorate the town with large tree leaves. This, together with the electrically lighted streets, will make the town bright and attractive. The sum of £75 has been subscribed by the shopkeepers for the purchase of gifts, drinks, etc., for the children and for the decorating of the town.: [945, 101, 1096, 269]
- criminal-counsel: Sergeant Henry appeared for the police, and Mr L. A. Taylor for the accused. To the lesser charge accused pleaded guilty.: [787, 1165, 936, 1203]
- criminal-charge: Garnett John Clarke, of Manaia, aged 28 years, was faced with two charges of breaking and entering the shop-residence of James Nairn, shoemaker, Manaia, on December 19, 1924, and the theft of money amounting to £14 11s. As a result of a plea by accused's counsel, these were reduced to one of theft, with the consent of the police, the Bench stating that this was done with extreme reluctance, in view of the apparently premeditated nature of the crime.: [787, 1042, 936, 1164]
- borough-council-heading: BOROUGH COUNCIL.: [958, 271, 1083, 283]
- court-summons: Judgment summons cases: W. H. Reynolds v. Rangi Maha, claim £10 19s 3d. No appearance of defendant, who was ordered to pay the sum forthwith, in default 10 days' imprisonment, the warrant to be suspended for 14 days after the date of service. W. F. Heod v. H. Ashford, claim £4 13s 6d. No appearance of defendant, who was ordered to pay the amount within seven days, in default five days' imprisonment.: [787, 914, 936, 1027]
- xmas-timetable: Leaves ONEHUNGA— SUNDAY, Dec. 28, 6 p.m. TUESDAY, Dec. 30, 4 p.m. FRIDAY, Jan. 2, 5.30 p.m. Leaves BREAKWATER— MONDAY, Dec. 22, 7.40 p.m. WEDNESDAY, Dec. 24, 7.40 p.m. MONDAY, Dec. 29, 7.40 p.m. WEDNESDAY, Dec. 31, 7.40 p.m. SATURDAY, Jan. 3, 7.40 p.m. P.S.—The RARAWA resumes running in the New Plymouth-Onehunga service on MONDAY, December 15.: [180, 666, 323, 769]
- listing-text: ACRES Freehold, land situated on the Denbigh Road, 2½ miles from railway station and factory; ½-mile from school; all flat land; all fenced and grassed and about 20 acres stumped; house and shed require renovation; carrying capacity 20 cows. The place has gone back, but with good farming could be made to carry considerably more. Price, £1150, with £110 cash; balance for 25 years; Government mortgage at 5½%, which pays principal and interest, and if returned soldier 5%; transfer exempt from stamp duty.—Laurenson and Innes, agents.: [34, 801, 171, 959]
- rennet-heading: NEW ZEALAND RENNET.: [58, 150, 147, 173]
- local-item-kane: "I have great faith in the girl of to-day," said Mrs R. M. Kane, of Wellington, at the annual prize-giving ceremony of the Girls' High School at Palmerston North on Wednesday. She continued that, in this age of wireless, express trains and the cinematograph, it was unreasonable for anyone to expect the present-day girls to be like their sisters of the stage coach period, who lived and died in the one spot. "The girl of to-day is just as fine in comparison as the girl of yesterday, and she will make just as fine a mother," concluded Mrs. Kane.: [481, 979, 621, 1128]
- council-water-intake: The secretary also wrote with reference to the continual blockage of the water intake caused by dead leaves, etc., referred to by Inspector Riggs in his report on the water pressure, etc. The matter was referred to the Works Committee.: [945, 629, 1096, 695]
- acre-number: 1000: [34, 670, 85, 692]
- tide-cell: —: [405, 787, 413, 796]
- tide-cell: 7.18: [405, 724, 421, 733]
- local-item-croquet: Bad weather prevented the Hawera Croquet Club holding the big day they had planned, and reluctantly the committee have also resolved to postpone the project until January. We are asked to announce that the winner of the Christmas cake, offered as a prize for the nearest guess of the length of ribbon, was Mr C. Paterson, of R. Street, Hawera. The correct measurement was 8 yards 22½ inches, and Mr Paterson's guess was 8¾ yards.: [481, 733, 621, 855]
- tide-cell: Wed.: [366, 796, 385, 805]
- tide-col-header: Day.: [366, 715, 382, 724]
- funeral-heading: FUNERAL DIRECTORS.: [184, 1430, 319, 1442]
